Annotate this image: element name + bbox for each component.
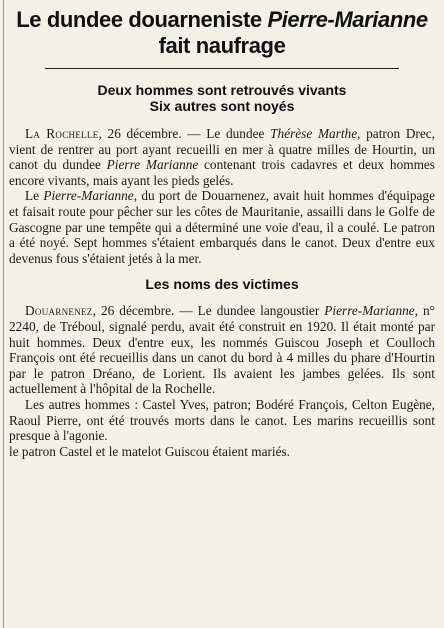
paragraph-1 <box>9 126 435 188</box>
dateline-la-rochelle: La Rochelle <box>25 126 99 141</box>
p1-ship-name: Thérèse Marthe <box>270 126 358 141</box>
headline-prefix: Le dundee douarneniste <box>16 7 268 32</box>
p1-date: , 26 décembre. — Le dundee <box>98 126 271 141</box>
paragraph-3 <box>9 303 435 397</box>
p2-start: Le <box>25 188 44 204</box>
paragraph-5: le patron Castel et le matelot Guiscou étaient mariés. <box>9 443 290 459</box>
headline-line2: fait naufrage <box>158 33 286 58</box>
p2-text: , du port de Douarnenez, avait huit hommes d'équipage et faisait route pour pêcher sur les côtes de Mauritanie, assailli dans le Golfe de Gascogne par une tempête qui a déterminé une voie d'eau, il a coulé. Le patron a été noyé. Sept hommes s'étaient embarqués dans le canot. Deux d'entre eux devenus fous s'étaient jetés à la mer. <box>9 188 435 266</box>
p3-date: , 26 décembre. — Le dundee langoustier <box>92 303 325 319</box>
p1-ship-name-2: Pierre Marianne <box>106 157 199 173</box>
dateline-douarnenez: Douarnenez <box>25 303 93 319</box>
p3-text: , n° 2240, de Tréboul, signalé perdu, avait été construit en 1920. Il était monté par huit hommes. Deux d'entre eux, les nommés Guiscou Joseph et Coulloch François ont été recueillis dans un canot du bord à 4 milles du phare d'Hourtin par le patron Dréano, de Lorient. Ils avaient les jambes gelées. Ils sont actuellement à l'hôpital de la Rochelle. <box>9 303 435 397</box>
subhead-line1: Deux hommes sont retrouvés vivants <box>97 82 347 98</box>
paragraph-2 <box>9 188 435 266</box>
headline-ship-name: Pierre-Marianne <box>267 7 428 32</box>
p2-ship-name: Pierre-Marianne <box>43 188 134 204</box>
headline-divider <box>45 68 399 69</box>
column-edge-rule <box>3 0 4 628</box>
subhead-line2: Six autres sont noyés <box>149 98 295 114</box>
p3-ship-name: Pierre-Marianne <box>324 303 415 319</box>
p1-text: , patron Drec, vient de rentrer au port ayant recueilli en mer à quatre milles de Hourtin, un canot du dundee <box>9 126 435 173</box>
article-column <box>9 0 435 459</box>
p1-end: contenant trois cadavres et deux hommes encore vivants, mais ayant les pieds gelés. <box>9 157 435 188</box>
headline <box>9 0 435 59</box>
paragraph-4: Les autres hommes : Castel Yves, patron; Bodéré François, Celton Eugène, Raoul Pierre, ont été trouvés morts dans le canot. Les marins recueillis sont presque à l'agonie. <box>9 396 435 444</box>
section-heading-victims: Les noms des victimes <box>145 276 299 293</box>
subheadline <box>9 82 435 114</box>
